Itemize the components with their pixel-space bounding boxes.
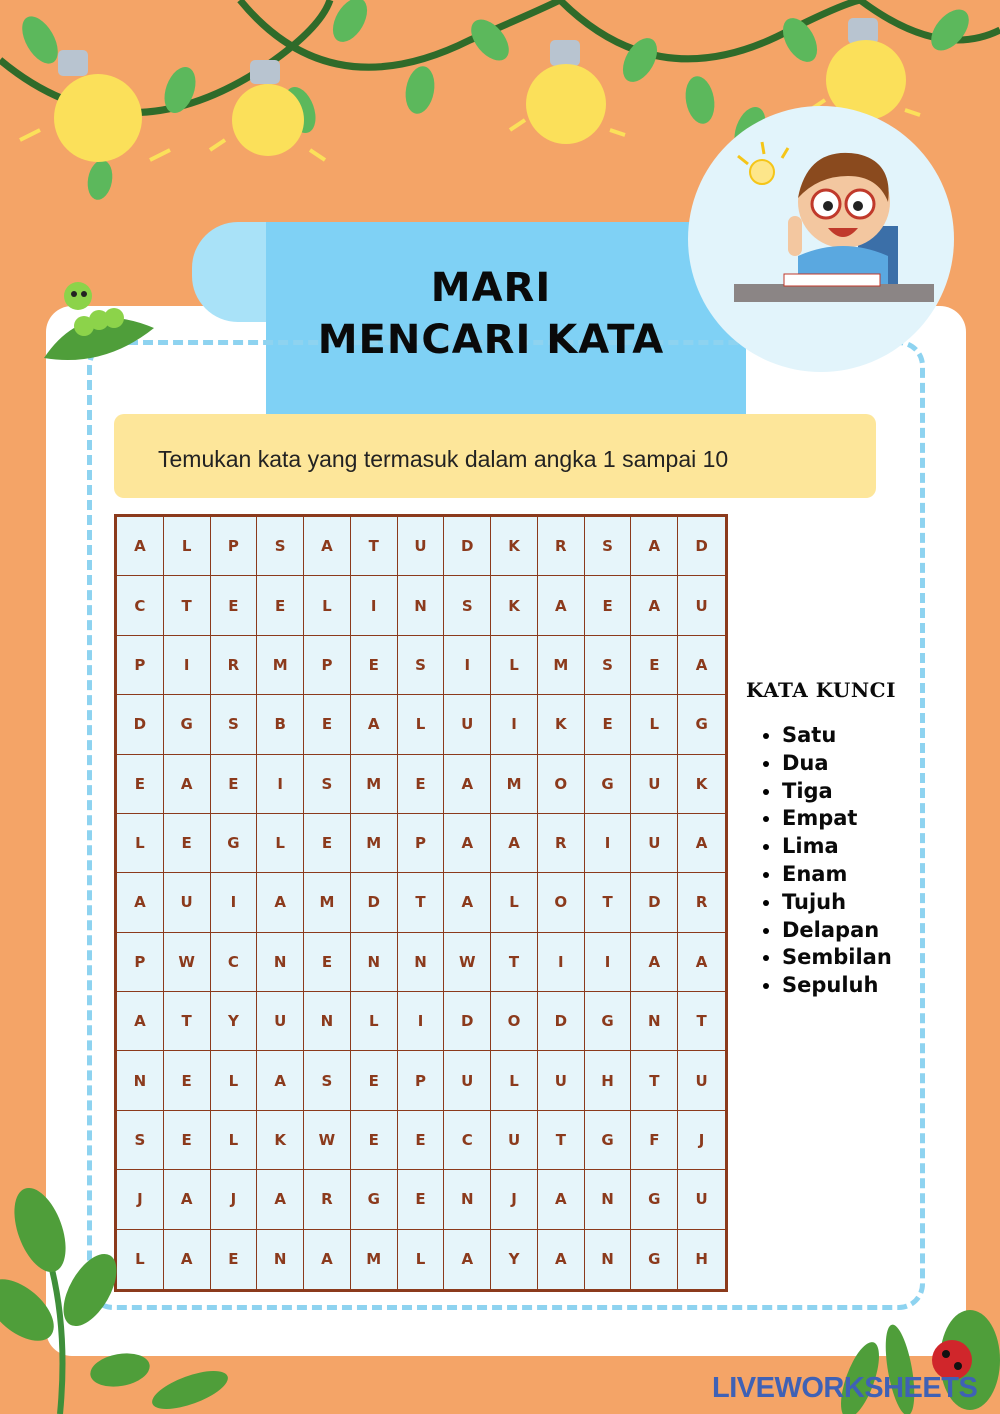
grid-cell[interactable]: N <box>304 992 351 1051</box>
liveworksheets-logo <box>694 1372 977 1405</box>
grid-cell[interactable]: I <box>398 992 445 1051</box>
grid-cell[interactable]: L <box>117 1230 164 1289</box>
grid-cell[interactable]: M <box>351 755 398 814</box>
keyword-item: • Sembilan <box>782 944 892 972</box>
grid-cell[interactable]: L <box>211 1051 258 1110</box>
grid-cell[interactable]: N <box>398 933 445 992</box>
grid-cell[interactable]: A <box>678 636 725 695</box>
grid-cell[interactable]: I <box>351 576 398 635</box>
grid-cell[interactable]: E <box>211 576 258 635</box>
grid-cell[interactable]: C <box>444 1111 491 1170</box>
grid-cell[interactable]: S <box>117 1111 164 1170</box>
grid-cell[interactable]: A <box>257 873 304 932</box>
grid-cell[interactable]: M <box>351 1230 398 1289</box>
grid-cell[interactable]: A <box>444 1230 491 1289</box>
grid-cell[interactable]: U <box>678 1051 725 1110</box>
grid-cell[interactable]: U <box>631 755 678 814</box>
grid-cell[interactable]: A <box>257 1170 304 1229</box>
page-title <box>266 262 716 366</box>
grid-cell[interactable]: E <box>117 755 164 814</box>
grid-cell[interactable]: P <box>398 814 445 873</box>
grid-cell[interactable]: K <box>257 1111 304 1170</box>
grid-cell[interactable]: L <box>398 695 445 754</box>
grid-cell[interactable]: A <box>164 755 211 814</box>
grid-cell[interactable]: A <box>164 1230 211 1289</box>
grid-cell[interactable]: G <box>585 755 632 814</box>
grid-cell[interactable]: A <box>444 755 491 814</box>
grid-cell[interactable]: N <box>351 933 398 992</box>
grid-cell[interactable]: C <box>211 933 258 992</box>
grid-cell[interactable]: N <box>398 576 445 635</box>
grid-cell[interactable]: A <box>117 992 164 1051</box>
grid-cell[interactable]: S <box>398 636 445 695</box>
grid-cell[interactable]: A <box>678 933 725 992</box>
grid-cell[interactable]: J <box>491 1170 538 1229</box>
grid-cell[interactable]: E <box>257 576 304 635</box>
grid-cell[interactable]: I <box>444 636 491 695</box>
grid-cell[interactable]: E <box>304 933 351 992</box>
grid-cell[interactable]: D <box>538 992 585 1051</box>
keyword-item: • Empat <box>782 805 892 833</box>
grid-cell[interactable]: E <box>211 755 258 814</box>
grid-cell[interactable]: I <box>491 695 538 754</box>
grid-cell[interactable]: E <box>164 814 211 873</box>
grid-cell[interactable]: C <box>117 576 164 635</box>
grid-cell[interactable]: E <box>351 1051 398 1110</box>
grid-cell[interactable]: E <box>398 1111 445 1170</box>
grid-cell[interactable]: N <box>257 933 304 992</box>
grid-cell[interactable]: P <box>398 1051 445 1110</box>
keyword-item: • Tiga <box>782 778 892 806</box>
grid-cell[interactable]: E <box>585 695 632 754</box>
grid-cell[interactable]: D <box>631 873 678 932</box>
grid-cell[interactable]: H <box>695 1250 708 1269</box>
grid-cell[interactable]: E <box>351 636 398 695</box>
grid-cell[interactable]: G <box>164 695 211 754</box>
grid-cell[interactable]: L <box>398 1230 445 1289</box>
grid-cell[interactable]: P <box>304 636 351 695</box>
grid-cell[interactable]: N <box>257 1230 304 1289</box>
grid-cell[interactable]: I <box>257 755 304 814</box>
grid-cell[interactable]: L <box>631 695 678 754</box>
grid-cell[interactable]: A <box>117 873 164 932</box>
grid-cell[interactable]: D <box>444 992 491 1051</box>
grid-cell[interactable]: R <box>304 1170 351 1229</box>
grid-cell[interactable]: K <box>538 695 585 754</box>
grid-cell[interactable]: T <box>398 873 445 932</box>
grid-cell[interactable]: K <box>491 576 538 635</box>
grid-cell[interactable]: S <box>444 576 491 635</box>
grid-cell[interactable]: N <box>585 1230 632 1289</box>
grid-cell[interactable]: E <box>164 1111 211 1170</box>
grid-cell[interactable]: G <box>678 695 725 754</box>
grid-cell[interactable]: T <box>678 992 725 1051</box>
grid-cell[interactable]: L <box>491 636 538 695</box>
grid-cell[interactable]: U <box>678 576 725 635</box>
grid-cell[interactable]: Y <box>491 1230 538 1289</box>
grid-cell[interactable]: T <box>164 992 211 1051</box>
grid-cell[interactable]: G <box>211 814 258 873</box>
grid-cell[interactable]: G <box>631 1230 678 1289</box>
grid-cell[interactable]: L <box>117 814 164 873</box>
grid-cell[interactable]: L <box>351 992 398 1051</box>
grid-cell[interactable]: J <box>678 1111 725 1170</box>
grid-cell[interactable]: A <box>304 1230 351 1289</box>
grid-cell[interactable]: A <box>631 933 678 992</box>
grid-cell[interactable]: O <box>491 992 538 1051</box>
grid-cell[interactable]: J <box>117 1170 164 1229</box>
grid-cell[interactable]: P <box>117 933 164 992</box>
grid-cell[interactable]: G <box>585 992 632 1051</box>
grid-cell[interactable]: P <box>117 636 164 695</box>
grid-cell[interactable]: S <box>211 695 258 754</box>
keyword-item: • Lima <box>782 833 892 861</box>
grid-cell[interactable]: E <box>164 1051 211 1110</box>
grid-cell[interactable]: L <box>211 1111 258 1170</box>
grid-cell[interactable]: E <box>351 1111 398 1170</box>
grid-cell[interactable]: E <box>631 636 678 695</box>
grid-cell[interactable]: G <box>351 1170 398 1229</box>
keyword-item: • Sepuluh <box>782 972 892 1000</box>
grid-cell[interactable]: A <box>444 814 491 873</box>
grid-cell[interactable]: O <box>538 873 585 932</box>
grid-cell[interactable]: U <box>631 814 678 873</box>
grid-cell[interactable]: T <box>164 576 211 635</box>
grid-cell[interactable]: N <box>631 992 678 1051</box>
grid-cell[interactable]: T <box>538 1111 585 1170</box>
keyword-item: • Satu <box>782 722 892 750</box>
grid-cell[interactable]: U <box>257 992 304 1051</box>
grid-cell[interactable]: L <box>304 576 351 635</box>
grid-cell[interactable]: R <box>211 636 258 695</box>
grid-cell[interactable]: G <box>631 1170 678 1229</box>
grid-cell[interactable]: A <box>538 1230 585 1289</box>
grid-cell[interactable]: A <box>678 814 725 873</box>
grid-cell[interactable]: J <box>211 1170 258 1229</box>
keywords-heading: KATA KUNCI <box>746 678 896 702</box>
grid-cell[interactable]: O <box>538 755 585 814</box>
plants-decoration <box>0 1110 240 1414</box>
grid-cell[interactable]: A <box>351 695 398 754</box>
grid-cell[interactable]: M <box>304 873 351 932</box>
grid-cell[interactable]: E <box>211 1230 258 1289</box>
grid-cell[interactable]: S <box>585 636 632 695</box>
grid-cell[interactable]: A <box>444 873 491 932</box>
keyword-item: • Delapan <box>782 917 892 945</box>
grid-cell[interactable]: S <box>585 517 632 576</box>
keywords-list <box>752 722 892 1000</box>
keyword-item: • Enam <box>782 861 892 889</box>
grid-cell[interactable]: N <box>117 1051 164 1110</box>
kid-illustration <box>688 106 954 372</box>
grid-cell[interactable]: I <box>164 636 211 695</box>
grid-cell[interactable]: W <box>304 1111 351 1170</box>
grid-cell[interactable]: M <box>538 636 585 695</box>
grid-cell[interactable]: I <box>585 933 632 992</box>
grid-cell[interactable]: W <box>164 933 211 992</box>
keyword-item: • Dua <box>782 750 892 778</box>
grid-cell[interactable]: D <box>117 695 164 754</box>
grid-cell[interactable]: L <box>491 1051 538 1110</box>
grid-cell[interactable]: S <box>304 1051 351 1110</box>
grid-cell[interactable]: A <box>631 576 678 635</box>
grid-cell[interactable]: I <box>211 873 258 932</box>
caterpillar-leaf-decoration <box>44 268 154 368</box>
grid-cell[interactable]: U <box>491 1111 538 1170</box>
grid-cell[interactable]: E <box>304 814 351 873</box>
grid-cell[interactable]: N <box>585 1170 632 1229</box>
grid-cell[interactable]: K <box>491 517 538 576</box>
grid-cell[interactable]: A <box>117 517 164 576</box>
grid-cell[interactable]: D <box>444 517 491 576</box>
grid-cell[interactable]: H <box>585 1051 632 1110</box>
grid-cell[interactable]: A <box>164 1170 211 1229</box>
keyword-item: • Tujuh <box>782 889 892 917</box>
grid-cell[interactable]: P <box>211 517 258 576</box>
grid-cell[interactable]: S <box>304 755 351 814</box>
boy-reading-icon <box>688 106 954 372</box>
grid-cell[interactable]: U <box>538 1051 585 1110</box>
grid-cell[interactable]: E <box>398 755 445 814</box>
grid-cell[interactable]: T <box>631 1051 678 1110</box>
grid-cell[interactable]: B <box>257 695 304 754</box>
title-line-2: MENCARI KATA <box>317 317 665 363</box>
grid-cell[interactable]: A <box>257 1051 304 1110</box>
title-line-1: MARI <box>430 265 552 311</box>
grid-cell[interactable]: M <box>257 636 304 695</box>
grid-cell[interactable]: U <box>678 1170 725 1229</box>
grid-cell[interactable]: E <box>398 1170 445 1229</box>
grid-cell[interactable]: N <box>444 1170 491 1229</box>
grid-cell[interactable]: W <box>444 933 491 992</box>
grid-cell[interactable]: F <box>631 1111 678 1170</box>
grid-cell[interactable]: T <box>351 517 398 576</box>
grid-cell[interactable]: A <box>304 517 351 576</box>
grid-cell[interactable]: L <box>257 814 304 873</box>
grid-cell[interactable]: A <box>491 814 538 873</box>
grid-cell[interactable]: U <box>164 873 211 932</box>
grid-cell[interactable]: Y <box>211 992 258 1051</box>
grid-cell[interactable]: U <box>398 517 445 576</box>
grid-cell[interactable]: A <box>538 576 585 635</box>
grid-cell[interactable]: M <box>351 814 398 873</box>
grid-cell[interactable]: E <box>304 695 351 754</box>
grid-cell[interactable]: R <box>538 814 585 873</box>
grid-cell[interactable]: R <box>538 517 585 576</box>
grid-cell[interactable]: T <box>491 933 538 992</box>
grid-cell[interactable]: D <box>351 873 398 932</box>
grid-cell[interactable]: A <box>631 517 678 576</box>
grid-cell[interactable]: D <box>678 517 725 576</box>
instruction-text: Temukan kata yang termasuk dalam angka 1 sampai 10 <box>158 446 729 472</box>
grid-cell[interactable]: L <box>491 873 538 932</box>
grid-cell[interactable]: A <box>538 1170 585 1229</box>
grid-cell[interactable]: I <box>585 814 632 873</box>
grid-cell[interactable]: U <box>444 1051 491 1110</box>
grid-cell[interactable]: S <box>257 517 304 576</box>
grid-cell[interactable]: E <box>585 576 632 635</box>
grid-cell[interactable]: G <box>585 1111 632 1170</box>
grid-cell[interactable]: M <box>491 755 538 814</box>
grid-cell[interactable]: R <box>678 873 725 932</box>
grid-cell[interactable]: L <box>164 517 211 576</box>
grid-cell[interactable]: T <box>585 873 632 932</box>
grid-cell[interactable]: K <box>678 755 725 814</box>
watermark-text: LIVEWORKSHEETS <box>712 1372 978 1404</box>
grid-cell[interactable]: U <box>444 695 491 754</box>
grid-cell[interactable]: I <box>538 933 585 992</box>
